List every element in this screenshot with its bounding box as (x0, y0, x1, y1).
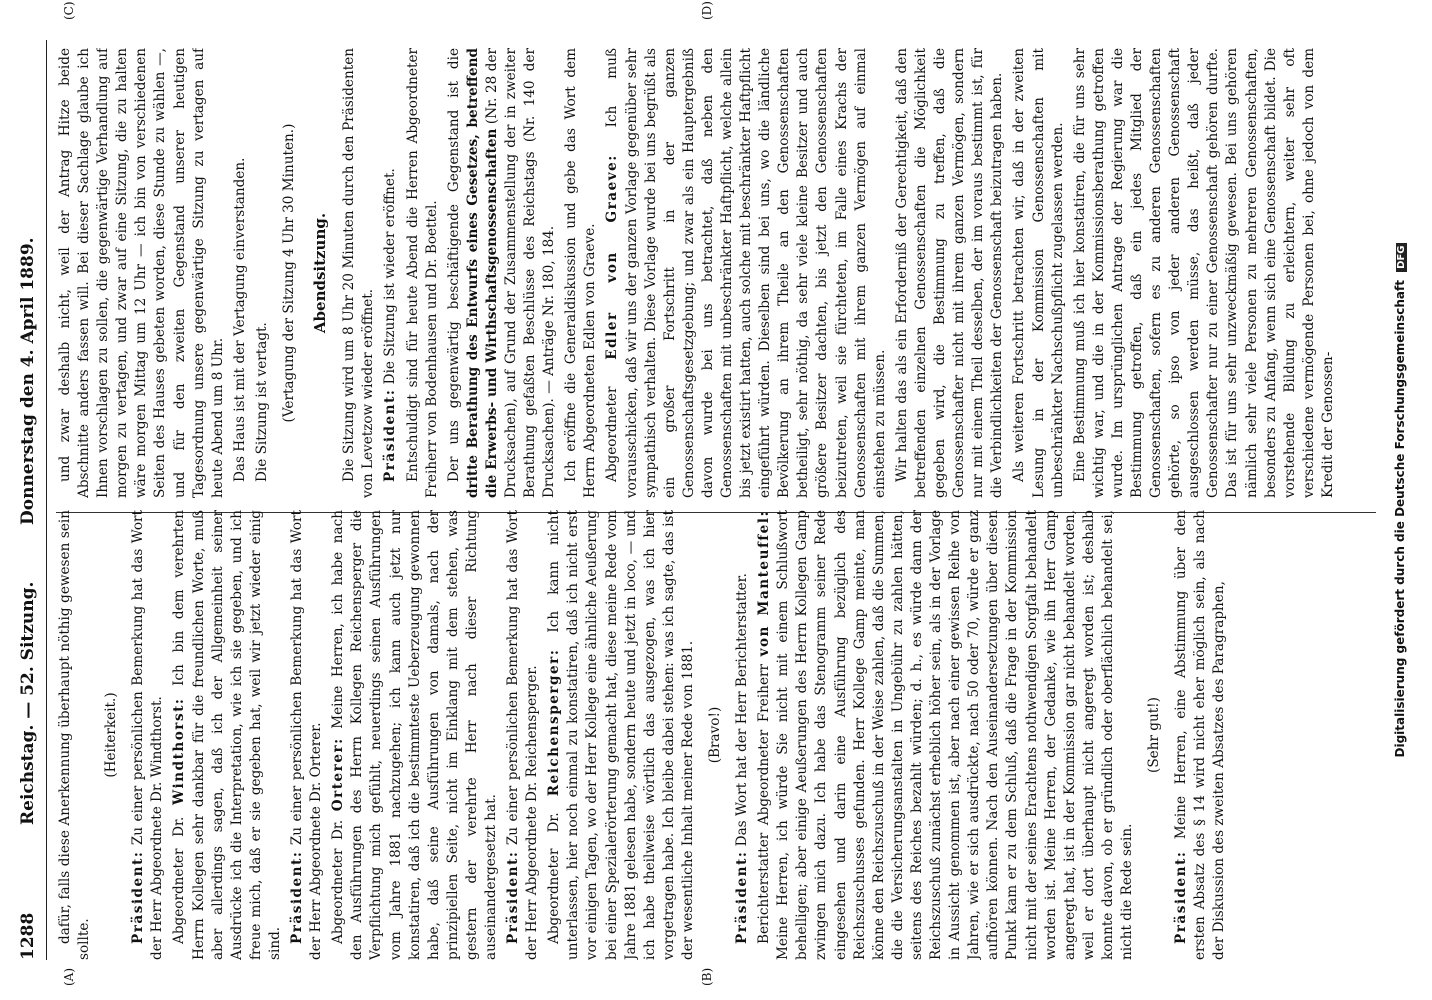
margin-mark-a: (A) (62, 967, 76, 986)
digitization-footer (1393, 0, 1407, 1000)
speech-text: Meine Herren, ich würde Sie nicht mit einem Schlußwort behelligen; aber einige Aeußerungen des Herrn Kollegen Gamp zwingen mich dazu. Ich habe das Stenogramm seiner Rede eingesehen und darin eine Ausführung bezüglich des Reichszuschusses gefunden. Herr Kollege Gamp meinte, man könne den Reichszuschuß in der Weise zahlen, daß die Summen, die die Versicherungsanstalten in Ungebühr zu zahlen hätten, seitens des Reiches bezahlt würden; d. h., es würde dann der Reichszuschuß zunächst erheblich höher sein, als in der Vorlage in Aussicht genommen ist, aber nach einer gewissen Reihe von Jahren, wie er sich ausdrückte, nach 50 oder 70, würde er ganz aufhören können. Nach den Auseinandersetzungen über diesen Punkt kam er zu dem Schluß, daß die Frage in der Kommission nicht mit der seines Erachtens nothwendigen Sorgfalt behandelt worden ist. Meine Herren, der Gedanke, wie ihn Herr Gamp angeregt hat, ist in der Kommission gar nicht behandelt worden, weil er dort überhaupt nicht angeregt worden ist; deshalb konnte davon, ob er gründlich oder oberflächlich behandelt sei, nicht die Rede sein. (775, 510, 1135, 960)
speech-text: Zu einer persönlichen Bemerkung hat das Wort der Herr Abgeordnete Dr. Orterer. (289, 510, 325, 960)
speech-text: Das Wort hat der Herr Berichterstatter. (734, 573, 751, 851)
paragraph (381, 48, 400, 498)
header-date: Donnerstag den 4. April 1889. (18, 237, 38, 525)
paragraph: Wir halten das als ein Erforderniß der Gerechtigkeit, daß den betreffenden einzelnen Genossenschaften die Möglichkeit gegeben wird, die Bestimmung zu treffen, daß die Genossenschafter nicht mit ihrem ganzen Vermögen, sondern nur mit einem Theil desselben, der im voraus bestimmt ist, für die Verbindlichkeiten der Genossenschaft beizutragen haben. (893, 48, 1006, 498)
section-heading: Abendsitzung. (311, 212, 330, 334)
margin-mark-c: (C) (62, 1, 76, 20)
margin-mark-b: (B) (700, 967, 714, 986)
speaker-label: Windthorst: (171, 697, 188, 805)
interjection: (Sehr gut!) (1146, 697, 1163, 773)
paragraph: Eine Bestimmung muß ich hier konstatiren, die für uns sehr wichtig war, und die in der Kommissionsberathung getroffen wurde. Im ursprünglichen Antrage der Regierung war die Bestimmung getroffen, daß ein jedes Mitglied der Genossenschaften, sofern es zu anderen Genossenschaften gehörte, so ipso von jeder anderen Genossenschaft ausgeschlossen werden müsse, das heißt, daß jeder Genossenschafter nur zu einer Genossenschaft gehören durfte. Das ist für uns sehr unzweckmäßig gewesen. Bei uns gehören nämlich sehr viele Personen zu mehreren Genossenschaften, besonders zu Anfang, wenn sich eine Genossenschaft bildet. Die vorstehende Bildung zu erleichtern, weiter sehr oft verschiedene vermögende Personen bei, ohne jedoch von dem Kredit der Genossen- (1071, 48, 1336, 498)
speaker-label: Edler von Graeve: (604, 154, 621, 360)
speech-text: Der uns gegenwärtig beschäftigende Gegenstand ist die (445, 48, 462, 482)
speaker-label: Präsident: (289, 850, 306, 944)
speech-text: Ich muß vorausschicken, daß wir uns der ganzen Vorlage gegenüber sehr sympathisch verhalten. Diese Vorlage wurde bei uns begrüßt als ein großer Fortschritt in der ganzen Genossenschaftsgesetzgebung; und zwar als ein Hauptergebniß davon wurde bei uns betrachtet, daß neben den Genossenschaften mit unbeschränkter Haftpflicht, welche allein bis jetzt existirt hatten, auch solche mit beschränkter Haftpflicht eingeführt würden. Dieselben sind bei uns, wo die ländliche Bevölkerung an ihrem Theile an den Genossenschaften betheiligt, sehr nöthig, da sehr viele kleine Besitzer und auch größere Besitzer dachten, bis jetzt den Genossenschaften beizutreten, weil sie fürchteten, im Falle eines Krachs der Genossenschaften mit ihrem ganzen Vermögen auf einmal einstehen zu müssen. (604, 48, 888, 498)
speaker-label: Präsident: (1173, 850, 1190, 944)
speaker-title: Abgeordneter Dr. (546, 796, 563, 944)
interjection: (Heiterkeit.) (103, 692, 120, 778)
margin-mark-d: (D) (700, 1, 714, 20)
paragraph: Das Haus ist mit der Vertagung einverstanden. (231, 157, 248, 482)
speech-text: Ich bin dem verehrten Herrn Kollegen sehr dankbar für die freundlichen Worte, muß aber allerdings sagen, daß ich der Allgemeinheit seiner Ausdrücke ich die Interpretation, wie ich sie gegeben, und ich freue mich, daß er sie gegeben hat, weil wir jetzt wieder einig sind. (171, 510, 283, 960)
paragraph (545, 510, 698, 960)
paragraph (288, 510, 326, 960)
speaker-title: Abgeordneter Dr. (330, 811, 347, 944)
speaker-label: von Manteuffel: (756, 510, 773, 657)
paragraph (445, 48, 560, 498)
speech-text: Die Sitzung ist wieder eröffnet. (382, 168, 399, 389)
paragraph (1172, 510, 1229, 960)
paragraph: Die Sitzung wird um 8 Uhr 20 Minuten durch den Präsidenten von Levetzow wieder eröffnet. (341, 48, 377, 498)
dfg-logo: DFG (1396, 243, 1407, 272)
paragraph: und zwar deshalb nicht, weil der Antrag Hitze beide Abschnitte anders fassen will. Bei dieser Sachlage glaube ich Ihnen vorschlagen zu sollen, die gegenwärtige Verhandlung auf morgen zu vertagen, und zwar auf eine Sitzung, die zu halten wäre morgen Mittag um 12 Uhr — ich bin von verschiedenen Seiten des Hauses gebeten worden, diese Stunde zu wählen —, und für den zweiten Gegenstand unserer heutigen Tagesordnung unsere gegenwärtige Sitzung zu vertagen auf heute Abend um 8 Uhr. (57, 48, 226, 498)
header-session: Reichstag. — 52. Sitzung. (18, 581, 38, 825)
header-rule (46, 40, 47, 960)
speech-text: (Nr. 28 der Drucksachen), auf Grund der Zusammenstellung der in zweiter Berathung gefaßten Beschlüsse des Reichstags (Nr. 140 der Drucksachen). — Anträge Nr. 180, 184. (483, 48, 558, 498)
paragraph (129, 510, 167, 960)
speaker-label: Präsident: (130, 850, 147, 944)
speaker-label: Präsident: (382, 388, 399, 482)
paragraph (504, 510, 542, 960)
paragraph: Ich eröffne die Generaldiskussion und gebe das Wort dem Herrn Abgeordneten Edlen von Graeve. (563, 48, 599, 498)
interjection: (Bravo!) (707, 706, 723, 764)
paragraph: Die Sitzung ist vertagt. (253, 322, 270, 482)
speech-text: Meine Herren, ich habe nach den Ausführungen des Herrn Kollegen Reichensperger die Verpflichtung mich gefühlt, neuerdings seinen Ausführungen vom Jahre 1881 nachzugehen; ich kann auch jetzt nur konstatiren, daß ich die bestimmteste Ueberzeugung gewonnen habe, daß seine Ausführungen von damals, nach der prinzipiellen Seite, nicht im Einklang mit dem stehen, was gestern der verehrte Herr nach dieser Richtung auseinandergesetzt hat. (330, 510, 499, 960)
page-number: 1288 (18, 912, 38, 960)
paragraph: Als weiteren Fortschritt betrachten wir, daß in der zweiten Lesung in der Kommission Genossenschaften mit unbeschränkter Nachschußpflicht zugelassen werden. (1011, 48, 1066, 498)
right-column (56, 48, 1376, 498)
speaker-label: Orterer: (330, 737, 347, 812)
speech-text: Zu einer persönlichen Bemerkung hat das Wort der Herr Abgeordnete Dr. Reichensperger. (505, 510, 541, 960)
speech-text: Ich kann nicht unterlassen, hier noch einmal zu konstatiren, daß ich nicht erst vor einigen Tagen, wo der Herr Kollege eine ähnliche Aeußerung bei einer Spezialerörterung gemacht hat, diese meine Rede vom Jahre 1881 gelesen habe, sondern heute und jetzt in loco, — und ich habe theilweise wörtlich das ausgezogen, was ich hier vorgetragen habe. Ich bleibe dabei stehen: was ich sagte, das ist der wesentliche Inhalt meiner Rede von 1881. (546, 510, 696, 960)
speech-text: Meine Herren, eine Abstimmung über den ersten Absatz des § 14 wird nicht eher möglich sein, als nach der Diskussion des zweiten Absatzes des Paragraphen, (1173, 510, 1228, 960)
paragraph (733, 510, 752, 960)
agenda-item-title: dritte Berathung des Entwurfs eines Gesetzes, betreffend die Erwerbs- und Wirthschaftsgenossenschaften (464, 48, 500, 498)
speech-text: Zu einer persönlichen Bemerkung hat das Wort der Herr Abgeordnete Dr. Windthorst. (130, 510, 166, 960)
speaker-title: Berichterstatter Abgeordneter Freiherr (756, 656, 773, 944)
paragraph: Entschuldigt sind für heute Abend die Herren Abgeordneter Freiherr von Bodenhausen und Dr. Boettel. (404, 48, 440, 498)
paragraph (329, 510, 501, 960)
speaker-label: Präsident: (734, 850, 751, 944)
paragraph (755, 510, 1137, 960)
speaker-title: Abgeordneter Dr. (171, 805, 188, 944)
adjournment-note: (Vertagung der Sitzung 4 Uhr 30 Minuten.) (281, 123, 298, 423)
speaker-label: Präsident: (505, 850, 522, 944)
funding-notice: Digitalisierung gefördert durch die Deutsche Forschungsgemeinschaft (1393, 280, 1407, 758)
paragraph (170, 510, 285, 960)
paragraph: dafür, falls diese Anerkennung überhaupt nöthig gewesen sein sollte. (57, 510, 93, 960)
speaker-title: Abgeordneter (604, 359, 621, 482)
left-column (56, 510, 1376, 960)
paragraph (603, 48, 889, 498)
speaker-label: Reichensperger: (546, 648, 563, 797)
